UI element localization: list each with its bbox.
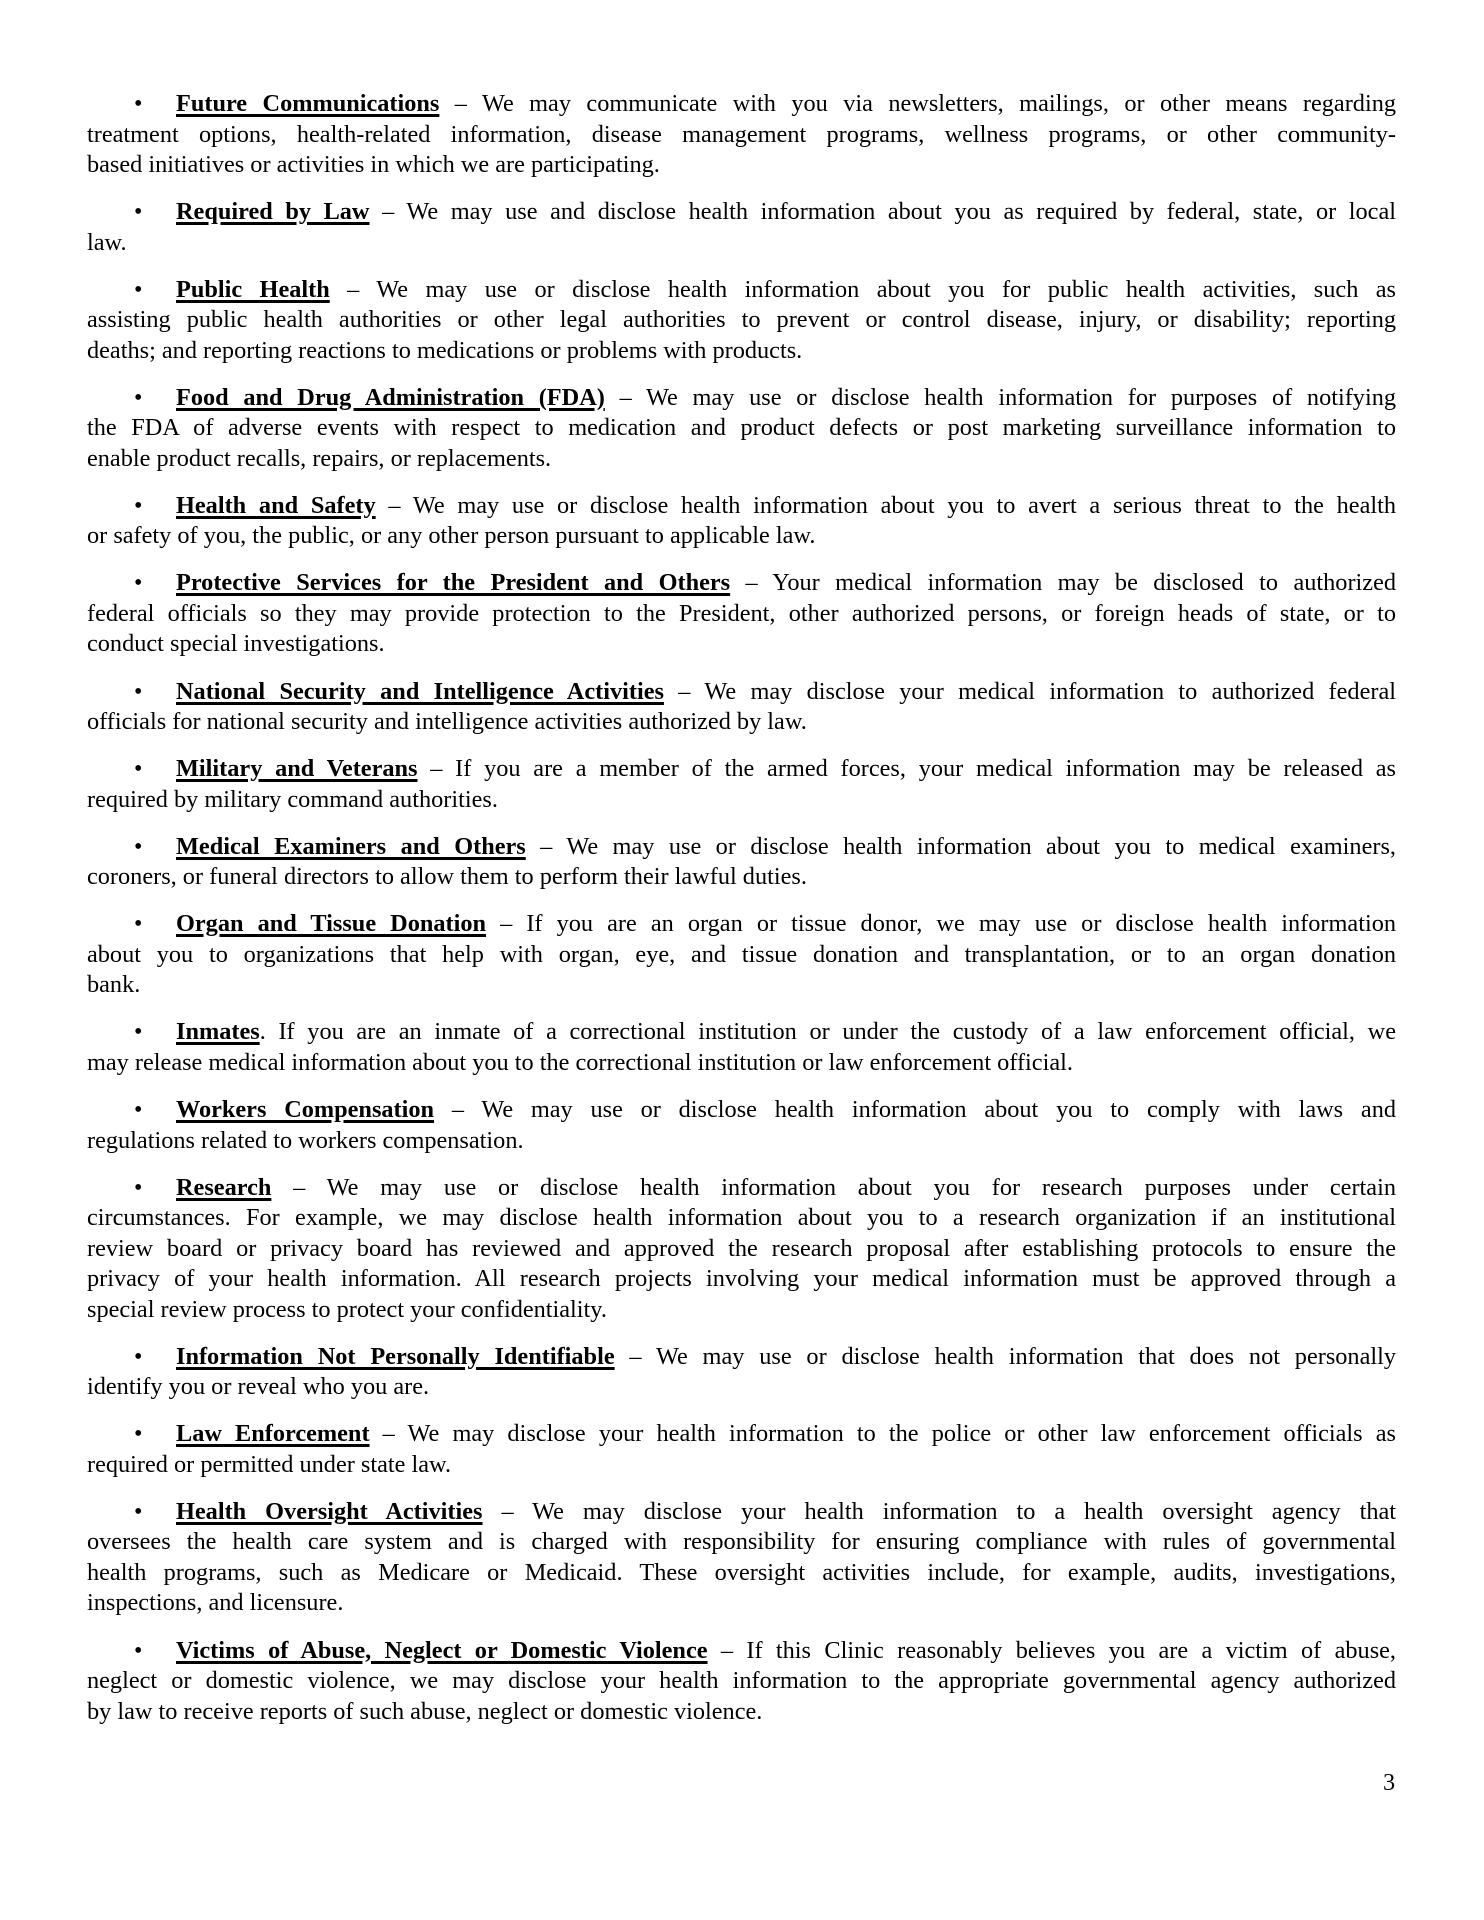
section-heading: Information Not Personally Identifiable <box>176 1342 615 1370</box>
section-text: officials for national security and intelligence activities authorized by law. <box>87 708 807 736</box>
section-text: neglect or domestic violence, we may disclose your health information to the appropriate governmental agency authorized <box>87 1667 1396 1694</box>
section-separator: – <box>486 910 527 938</box>
section-text: If you are a member of the armed forces, your medical information may be released as <box>455 755 1396 783</box>
section-heading: National Security and Intelligence Activities <box>176 677 664 705</box>
section-separator: – <box>434 1096 482 1124</box>
bullet-icon: • <box>134 911 143 938</box>
section-text: We may use or disclose health information that does not personally <box>655 1342 1396 1370</box>
section-first-line <box>87 89 1396 120</box>
bullet-icon: • <box>134 91 143 117</box>
section-line <box>87 1048 1396 1079</box>
section-line <box>87 413 1396 444</box>
bullet-icon: • <box>134 1498 143 1525</box>
section-first-line <box>87 1173 1396 1204</box>
section-line <box>87 1295 1396 1326</box>
bullet-section <box>87 383 1396 475</box>
bullet-section <box>87 197 1396 258</box>
section-line <box>87 336 1396 367</box>
section-first-line <box>87 909 1396 940</box>
section-first-line <box>87 491 1396 522</box>
bullet-section <box>87 1173 1396 1326</box>
section-first-line <box>87 1342 1396 1373</box>
section-line <box>87 629 1396 660</box>
bullet-section <box>87 1342 1396 1403</box>
section-text: privacy of your health information. All research projects involving your medical information must be approved through a <box>87 1265 1396 1293</box>
section-line <box>87 521 1396 552</box>
section-text: We may use or disclose health information about you to medical examiners, <box>566 832 1396 860</box>
bullet-icon: • <box>134 384 143 411</box>
bullet-section <box>87 832 1396 893</box>
section-text: coroners, or funeral directors to allow them to perform their lawful duties. <box>87 863 807 891</box>
bullet-section <box>87 1497 1396 1619</box>
section-text: We may disclose your health information to the police or other law enforcement officials as <box>407 1420 1396 1448</box>
bullet-icon: • <box>134 1174 143 1201</box>
bullet-icon: • <box>134 1421 143 1448</box>
section-heading: Health and Safety <box>176 491 376 519</box>
bullet-icon: • <box>134 1097 143 1124</box>
section-separator: – <box>604 383 647 411</box>
section-line <box>87 1527 1396 1558</box>
section-text: oversees the health care system and is charged with responsibility for ensuring compliance with rules of governmental <box>87 1528 1396 1556</box>
section-text: We may use or disclose health information about you for public health activities, such as <box>376 275 1396 303</box>
section-first-line <box>87 383 1396 414</box>
section-line <box>87 444 1396 475</box>
section-line <box>87 862 1396 893</box>
section-text: law. <box>87 228 127 256</box>
section-text: Your medical information may be disclosed to authorized <box>772 569 1397 597</box>
section-line <box>87 120 1396 151</box>
section-text: deaths; and reporting reactions to medications or problems with products. <box>87 336 803 364</box>
page-number: 3 <box>1383 1769 1396 1796</box>
section-text: If this Clinic reasonably believes you are a victim of abuse, <box>746 1636 1397 1664</box>
section-text: review board or privacy board has reviewed and approved the research proposal after establishing protocols to ensure the <box>87 1234 1396 1262</box>
bullet-icon: • <box>134 1343 143 1370</box>
bullet-icon: • <box>134 199 143 226</box>
section-separator: – <box>730 569 773 597</box>
section-text: enable product recalls, repairs, or replacements. <box>87 444 552 472</box>
section-text: bank. <box>87 971 141 999</box>
section-heading: Health Oversight Activities <box>176 1497 483 1525</box>
bullet-section <box>87 754 1396 815</box>
bullet-icon: • <box>134 833 143 860</box>
bullet-section <box>87 89 1396 181</box>
section-heading: Military and Veterans <box>176 755 418 783</box>
section-text: If you are an organ or tissue donor, we may use or disclose health information <box>526 910 1396 938</box>
section-text: We may use or disclose health information for purposes of notifying <box>646 383 1397 411</box>
section-text: required or permitted under state law. <box>87 1450 452 1478</box>
section-line <box>87 228 1396 259</box>
bullet-section <box>87 1095 1396 1156</box>
section-separator: – <box>439 90 482 117</box>
section-heading: Inmates <box>176 1018 260 1046</box>
section-first-line <box>87 275 1396 306</box>
section-line <box>87 1588 1396 1619</box>
section-text: We may disclose your medical information to authorized federal <box>704 677 1396 705</box>
section-heading: Law Enforcement <box>176 1420 370 1448</box>
section-text: We may use or disclose health information about you to comply with laws and <box>481 1096 1396 1124</box>
section-text: We may communicate with you via newsletters, mailings, or other means regarding <box>481 90 1396 117</box>
bullet-section <box>87 491 1396 552</box>
section-text: the FDA of adverse events with respect to medication and product defects or post marketing surveillance information to <box>87 414 1396 442</box>
section-text: based initiatives or activities in which we are participating. <box>87 151 660 178</box>
section-text: special review process to protect your confidentiality. <box>87 1295 607 1323</box>
section-text: about you to organizations that help with organ, eye, and tissue donation and transplantation, or to an organ donation <box>87 940 1396 968</box>
section-text: identify you or reveal who you are. <box>87 1373 430 1401</box>
section-text: federal officials so they may provide protection to the President, other authorized persons, or foreign heads of state, or to <box>87 599 1396 627</box>
section-separator: – <box>369 198 407 226</box>
section-heading: Food and Drug Administration (FDA) <box>176 383 605 411</box>
section-heading: Required by Law <box>176 198 370 226</box>
bullet-icon: • <box>134 678 143 705</box>
section-line <box>87 1372 1396 1403</box>
bullet-icon: • <box>134 492 143 519</box>
section-text: regulations related to workers compensation. <box>87 1126 524 1154</box>
section-text: conduct special investigations. <box>87 630 385 658</box>
section-text: may release medical information about you to the correctional institution or law enforcement official. <box>87 1048 1073 1076</box>
section-line <box>87 1450 1396 1481</box>
section-text: If you are an inmate of a correctional institution or under the custody of a law enforcement official, we <box>278 1018 1396 1046</box>
section-heading: Medical Examiners and Others <box>176 832 526 860</box>
bullet-section <box>87 909 1396 1001</box>
section-text: by law to receive reports of such abuse, neglect or domestic violence. <box>87 1697 763 1725</box>
bullet-section <box>87 677 1396 738</box>
section-line <box>87 599 1396 630</box>
section-line <box>87 1697 1396 1728</box>
section-line <box>87 970 1396 1001</box>
section-heading: Protective Services for the President and Others <box>176 569 731 597</box>
section-first-line <box>87 754 1396 785</box>
section-line <box>87 707 1396 738</box>
section-text: required by military command authorities. <box>87 785 498 813</box>
section-separator: – <box>707 1636 747 1664</box>
bullet-section <box>87 568 1396 660</box>
section-separator: – <box>271 1173 327 1201</box>
section-heading: Organ and Tissue Donation <box>176 910 487 938</box>
section-line <box>87 1234 1396 1265</box>
bullet-icon: • <box>134 1637 143 1664</box>
section-separator: – <box>614 1342 656 1370</box>
section-separator: – <box>329 275 377 303</box>
bullet-icon: • <box>134 276 143 303</box>
section-heading: Public Health <box>176 275 330 303</box>
section-text: health programs, such as Medicare or Medicaid. These oversight activities include, for example, audits, investigations, <box>87 1558 1396 1586</box>
bullet-icon: • <box>134 1019 143 1046</box>
section-first-line <box>87 677 1396 708</box>
section-first-line <box>87 1636 1396 1667</box>
section-text: We may disclose your health information to a health oversight agency that <box>532 1497 1397 1525</box>
section-first-line <box>87 1419 1396 1450</box>
bullet-section <box>87 1636 1396 1728</box>
section-first-line <box>87 1017 1396 1048</box>
section-text: inspections, and licensure. <box>87 1589 344 1617</box>
section-line <box>87 1203 1396 1234</box>
section-heading: Future Communications <box>176 90 440 117</box>
section-heading: Workers Compensation <box>176 1096 435 1124</box>
section-heading: Victims of Abuse, Neglect or Domestic Violence <box>176 1636 708 1664</box>
section-separator: – <box>369 1420 408 1448</box>
section-text: or safety of you, the public, or any other person pursuant to applicable law. <box>87 522 816 550</box>
section-separator: – <box>375 491 413 519</box>
section-separator: – <box>417 755 456 783</box>
section-separator: . <box>259 1018 279 1046</box>
section-first-line <box>87 1497 1396 1528</box>
bullet-icon: • <box>134 570 143 597</box>
section-line <box>87 1264 1396 1295</box>
bullet-section <box>87 1419 1396 1480</box>
section-first-line <box>87 197 1396 228</box>
bullet-section <box>87 275 1396 367</box>
section-separator: – <box>482 1497 533 1525</box>
section-text: We may use and disclose health information about you as required by federal, state, or local <box>406 198 1396 226</box>
section-separator: – <box>525 832 567 860</box>
section-text: circumstances. For example, we may disclose health information about you to a research organization if an institutional <box>87 1204 1396 1232</box>
document-body <box>87 89 1396 1744</box>
section-text: We may use or disclose health information about you for research purposes under certain <box>326 1173 1396 1201</box>
section-line <box>87 1666 1396 1697</box>
section-line <box>87 305 1396 336</box>
section-text: assisting public health authorities or other legal authorities to prevent or control disease, injury, or disability; reporting <box>87 306 1396 334</box>
section-line <box>87 1126 1396 1157</box>
section-line <box>87 785 1396 816</box>
section-first-line <box>87 1095 1396 1126</box>
section-first-line <box>87 568 1396 599</box>
section-heading: Research <box>176 1173 272 1201</box>
section-line <box>87 940 1396 971</box>
section-text: treatment options, health-related information, disease management programs, wellness programs, or other community- <box>87 120 1396 148</box>
section-line <box>87 150 1396 181</box>
bullet-icon: • <box>134 756 143 783</box>
section-text: We may use or disclose health information about you to avert a serious threat to the health <box>412 491 1397 519</box>
section-line <box>87 1558 1396 1589</box>
bullet-section <box>87 1017 1396 1078</box>
section-first-line <box>87 832 1396 863</box>
section-separator: – <box>663 677 705 705</box>
